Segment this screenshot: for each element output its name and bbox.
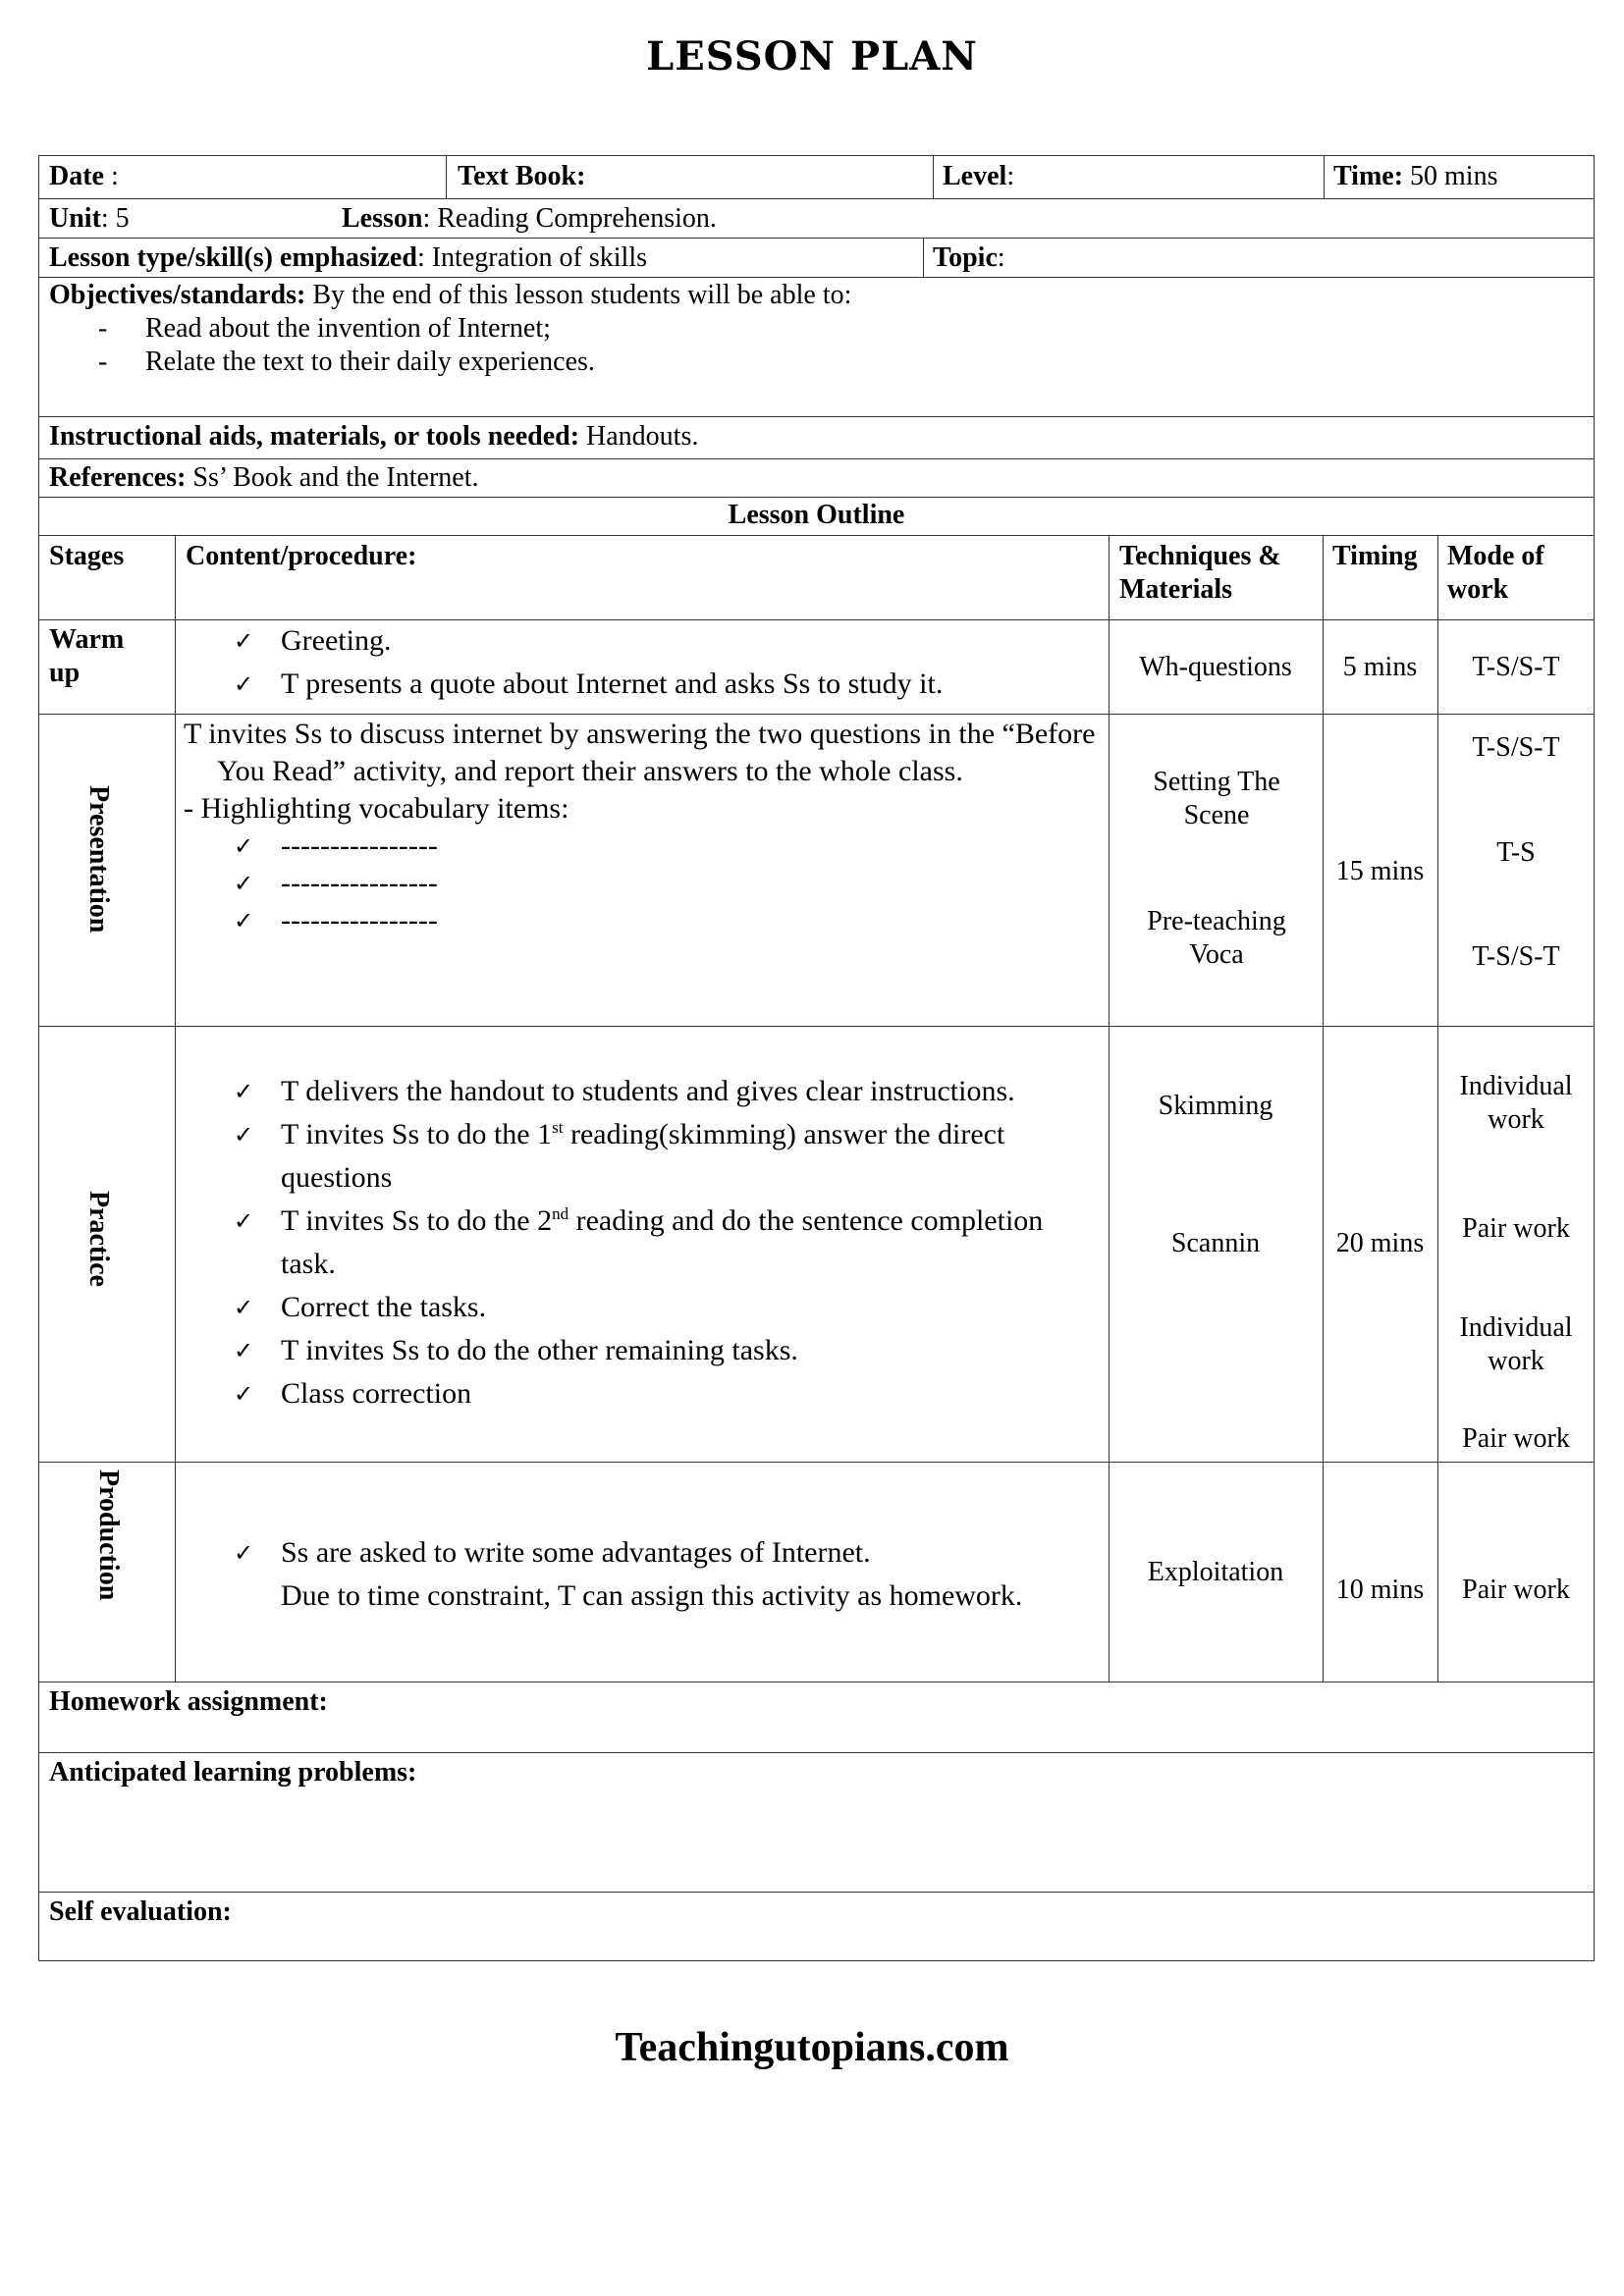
list-item: ✓ T invites Ss to do the other remaining tasks. — [234, 1329, 1068, 1372]
date-field: Date : — [49, 161, 119, 191]
production-timing: 10 mins — [1335, 1575, 1425, 1605]
level-field: Level: — [943, 161, 1015, 191]
col-timing: Timing — [1332, 541, 1418, 571]
production-mode: Pair work — [1462, 1575, 1570, 1605]
checkmark-icon: ✓ — [234, 1539, 254, 1567]
list-item: ✓ ---------------- — [234, 828, 1102, 865]
checkmark-icon: ✓ — [234, 907, 254, 934]
list-item: ✓ T delivers the handout to students and gives clear instructions. — [234, 1070, 1068, 1113]
topic-field: Topic: — [933, 242, 1005, 273]
stage-presentation: Presentation — [83, 785, 114, 934]
checkmark-icon: ✓ — [234, 670, 254, 698]
presentation-mode-3: T-S/S-T — [1472, 941, 1560, 972]
presentation-technique-2: Pre-teaching Voca — [1147, 906, 1286, 970]
practice-mode-3: Individual work — [1459, 1312, 1573, 1376]
stage-practice: Practice — [83, 1191, 114, 1287]
references-field: References: Ss’ Book and the Internet. — [49, 462, 479, 493]
checkmark-icon: ✓ — [234, 1078, 254, 1105]
homework-assignment: Homework assignment: — [49, 1686, 328, 1717]
anticipated-problems: Anticipated learning problems: — [49, 1757, 417, 1788]
checkmark-icon: ✓ — [234, 870, 254, 897]
time-field: Time: 50 mins — [1333, 161, 1498, 191]
checkmark-icon: ✓ — [234, 627, 254, 655]
checkmark-icon: ✓ — [234, 1380, 254, 1408]
aids-field: Instructional aids, materials, or tools needed: Handouts. — [49, 421, 699, 452]
production-content: ✓ Ss are asked to write some advantages of Internet. Due to time constraint, T can assign this activity as homework. — [234, 1531, 1068, 1618]
checkmark-icon: ✓ — [234, 1207, 254, 1235]
practice-mode-4: Pair work — [1462, 1423, 1570, 1454]
list-item: ✓ Ss are asked to write some advantages of Internet. — [234, 1531, 1068, 1575]
list-item: ✓ T invites Ss to do the 2nd reading and do the sentence completion task. — [234, 1200, 1068, 1286]
self-evaluation: Self evaluation: — [49, 1896, 232, 1927]
objective-item: - Read about the invention of Internet; — [98, 313, 551, 344]
objective-item: - Relate the text to their daily experiences. — [98, 347, 595, 377]
col-techniques: Techniques & Materials — [1119, 541, 1281, 605]
presentation-technique-1: Setting The Scene — [1153, 767, 1280, 830]
presentation-timing: 15 mins — [1335, 856, 1425, 886]
checkmark-icon: ✓ — [234, 1337, 254, 1364]
warmup-content — [234, 619, 1098, 706]
stage-warmup: Warm up — [49, 624, 125, 688]
lesson-field: Lesson: Reading Comprehension. — [342, 203, 717, 234]
col-mode: Mode of work — [1447, 541, 1544, 605]
lesson-type-field: Lesson type/skill(s) emphasized: Integration of skills — [49, 242, 648, 273]
list-item: ✓ T presents a quote about Internet and asks Ss to study it. — [234, 663, 1098, 706]
practice-mode-2: Pair work — [1462, 1213, 1570, 1244]
lesson-outline-heading: Lesson Outline — [728, 500, 905, 530]
page-title: LESSON PLAN — [646, 33, 978, 80]
presentation-mode-2: T-S — [1496, 837, 1536, 868]
warmup-technique: Wh-questions — [1139, 652, 1292, 682]
checkmark-icon: ✓ — [234, 832, 254, 860]
list-item: ✓ Class correction — [234, 1372, 1068, 1415]
checkmark-icon: ✓ — [234, 1121, 254, 1148]
col-content: Content/procedure: — [186, 541, 417, 571]
objectives-section: Objectives/standards: By the end of this lesson students will be able to: - Read about the invention of Internet; - Relate the text to their daily experiences. — [49, 279, 1581, 379]
list-item: ✓ Correct the tasks. — [234, 1286, 1068, 1329]
practice-timing: 20 mins — [1335, 1228, 1425, 1258]
practice-technique-1: Skimming — [1158, 1091, 1273, 1121]
practice-content — [234, 1070, 1068, 1415]
warmup-mode: T-S/S-T — [1472, 652, 1560, 682]
production-technique: Exploitation — [1147, 1557, 1284, 1587]
presentation-mode-1: T-S/S-T — [1472, 732, 1560, 763]
col-stages: Stages — [49, 541, 125, 571]
list-item: ✓ ---------------- — [234, 865, 1102, 902]
presentation-content: T invites Ss to discuss internet by answering the two questions in the “Before You Read” activity, and report their answers to the whole class. - Highlighting vocabulary items: ✓ ---------------- ✓ ---------------- ✓ ---------------- — [184, 716, 1102, 939]
list-item: ✓ ---------------- — [234, 902, 1102, 939]
list-item: ✓ T invites Ss to do the 1st reading(skimming) answer the direct questions — [234, 1113, 1068, 1200]
warmup-timing: 5 mins — [1342, 652, 1418, 682]
footer-site: Teachingutopians.com — [615, 2025, 1009, 2070]
stage-production: Production — [93, 1469, 124, 1601]
practice-technique-2: Scannin — [1170, 1228, 1261, 1258]
practice-mode-1: Individual work — [1459, 1071, 1573, 1135]
textbook-field: Text Book: — [458, 161, 586, 191]
unit-field: Unit: 5 — [49, 203, 130, 234]
checkmark-icon: ✓ — [234, 1294, 254, 1321]
list-item: ✓ Greeting. — [234, 619, 1098, 663]
